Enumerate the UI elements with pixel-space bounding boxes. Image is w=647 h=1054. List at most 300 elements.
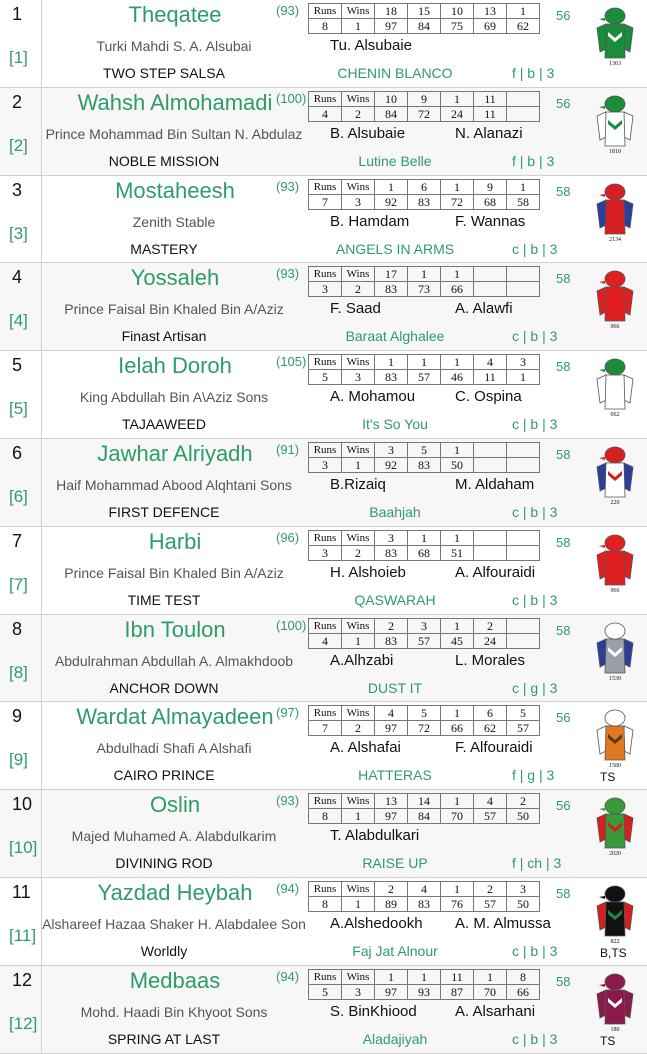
form-row-top [309, 881, 540, 896]
carried-weight: 56 [556, 95, 571, 111]
jockey-name[interactable]: F. Saad [330, 300, 381, 318]
form-cell: 5 [507, 706, 540, 721]
form-cell: 9 [408, 91, 441, 106]
form-cell [474, 545, 507, 560]
barrier-draw: [1] [9, 48, 28, 67]
carried-weight: 56 [556, 710, 571, 726]
form-cell: 2 [507, 794, 540, 809]
form-cell: 83 [375, 633, 408, 648]
sex-colour-age: c | b | 3 [512, 328, 558, 345]
sire-name: NOBLE MISSION [108, 152, 220, 169]
sire-name: FIRST DEFENCE [108, 503, 220, 520]
form-cell: 76 [441, 896, 474, 911]
jockey-name[interactable]: S. BinKhiood [330, 1002, 417, 1020]
trainer-name[interactable]: A. M. Almussa [455, 914, 551, 932]
form-cell: 1 [408, 530, 441, 545]
form-row-bottom [309, 282, 540, 297]
wins-label: Wins [342, 618, 375, 633]
runs-count: 3 [309, 282, 342, 297]
dam-name: HATTERAS [358, 767, 432, 784]
jockey-name[interactable]: T. Alabdulkari [330, 827, 420, 845]
horse-name[interactable]: Yazdad Heybah [97, 879, 253, 905]
trainer-name[interactable]: A. Alfouraidi [455, 563, 536, 581]
gear-notes: TS [600, 1033, 616, 1048]
carried-weight: 58 [556, 622, 571, 638]
form-cell: 62 [507, 19, 540, 34]
form-row-bottom [309, 457, 540, 472]
form-cell: 15 [408, 4, 441, 19]
form-cell: 50 [507, 809, 540, 824]
form-cell: 72 [408, 721, 441, 736]
form-cell: 92 [375, 194, 408, 209]
sex-colour-age: c | b | 3 [512, 942, 558, 959]
runs-label: Runs [309, 618, 342, 633]
wins-count: 2 [342, 106, 375, 121]
owner-name: Turki Mahdi S. A. Alsubai [96, 38, 252, 54]
runs-count: 8 [309, 809, 342, 824]
form-cell: 1 [441, 618, 474, 633]
form-cell: 11 [441, 969, 474, 984]
wins-count: 3 [342, 194, 375, 209]
jockey-silks-icon [592, 972, 638, 1034]
horse-number: 11 [12, 881, 31, 902]
sire-name: TIME TEST [127, 591, 201, 608]
runner-card[interactable] [0, 615, 647, 703]
trainer-name[interactable]: A. Alawfi [455, 300, 513, 318]
sire-name: DIVINING ROD [115, 855, 213, 872]
draw-column [0, 439, 42, 526]
horse-number: 10 [12, 794, 33, 815]
form-table [308, 618, 540, 649]
form-cell: 10 [441, 4, 474, 19]
form-cell: 1 [441, 91, 474, 106]
wins-count: 1 [342, 457, 375, 472]
sire-name: SPRING AT LAST [107, 1030, 221, 1047]
form-cell: 14 [408, 794, 441, 809]
horse-name[interactable]: Wahsh Almohamadi [77, 89, 273, 115]
gear-notes: B,TS [600, 945, 627, 960]
form-table [308, 266, 540, 297]
runs-label: Runs [309, 442, 342, 457]
form-cell: 84 [375, 106, 408, 121]
runner-card[interactable] [0, 263, 647, 351]
form-row-top [309, 179, 540, 194]
runs-count: 5 [309, 370, 342, 385]
form-cell: 3 [408, 618, 441, 633]
owner-name: Majed Muhamed A. Alabdulkarim [71, 828, 277, 845]
form-cell [507, 267, 540, 282]
carried-weight: 58 [556, 359, 571, 375]
form-row-top [309, 794, 540, 809]
runner-card[interactable] [0, 966, 647, 1054]
dam-name: Baraat Alghalee [345, 328, 445, 345]
form-cell: 66 [441, 721, 474, 736]
form-cell: 2 [375, 881, 408, 896]
carried-weight: 58 [556, 271, 571, 287]
jockey-name[interactable]: A.Alhzabi [330, 651, 394, 669]
form-cell: 72 [441, 194, 474, 209]
form-cell: 45 [441, 633, 474, 648]
barrier-draw: [6] [9, 486, 28, 506]
dam-name: CHENIN BLANCO [337, 65, 453, 81]
runner-card[interactable] [0, 351, 647, 439]
sire-name: MASTERY [130, 240, 198, 257]
form-row-bottom [309, 19, 540, 34]
horse-rating: (93) [276, 793, 300, 809]
jockey-name[interactable]: Tu. Alsubaie [330, 37, 412, 54]
trainer-name[interactable]: M. Aldaham [455, 475, 535, 493]
horse-number: 2 [12, 91, 23, 112]
form-cell: 4 [375, 706, 408, 721]
runner-card[interactable] [0, 176, 647, 264]
form-cell: 6 [408, 179, 441, 194]
wins-label: Wins [342, 4, 375, 19]
horse-rating: (100) [276, 617, 307, 633]
horse-rating: (100) [276, 90, 307, 106]
draw-column [0, 702, 42, 789]
wins-count: 2 [342, 721, 375, 736]
form-cell [507, 282, 540, 297]
form-cell: 18 [375, 4, 408, 19]
form-cell: 97 [375, 721, 408, 736]
jockey-silks-icon [592, 708, 638, 770]
silk-number: 966 [610, 587, 620, 594]
form-row-top [309, 530, 540, 545]
jockey-silks-icon [592, 94, 638, 156]
runs-label: Runs [309, 881, 342, 896]
form-cell [507, 91, 540, 106]
runner-card[interactable] [0, 0, 647, 88]
form-cell: 5 [408, 706, 441, 721]
form-cell: 2 [474, 881, 507, 896]
barrier-draw: [11] [9, 925, 37, 945]
horse-name[interactable]: Mostaheesh [115, 177, 235, 203]
jockey-name[interactable]: H. Alshoieb [330, 563, 406, 581]
draw-column [0, 351, 42, 438]
form-row-bottom [309, 106, 540, 121]
form-table [308, 705, 540, 736]
horse-name[interactable]: Medbaas [129, 967, 221, 993]
barrier-draw: [4] [9, 311, 28, 331]
horse-number: 9 [12, 706, 23, 727]
draw-column [0, 176, 42, 263]
horse-number: 12 [12, 969, 33, 990]
form-table [308, 793, 540, 824]
wins-label: Wins [342, 355, 375, 370]
runs-label: Runs [309, 91, 342, 106]
sire-name: Worldly [140, 942, 188, 959]
jockey-silks-icon [592, 533, 638, 595]
horse-name[interactable]: Jawhar Alriyadh [97, 440, 253, 466]
runs-label: Runs [309, 179, 342, 194]
form-cell: 73 [408, 282, 441, 297]
horse-rating: (97) [276, 705, 300, 721]
draw-column [0, 263, 42, 350]
form-cell: 11 [474, 106, 507, 121]
form-cell: 1 [507, 4, 540, 19]
runs-count: 4 [309, 633, 342, 648]
barrier-draw: [2] [9, 135, 28, 155]
form-cell: 66 [441, 282, 474, 297]
jockey-name[interactable]: A. Alshafai [330, 739, 401, 757]
jockey-name[interactable]: B.Rizaiq [330, 475, 386, 493]
runs-label: Runs [309, 530, 342, 545]
silk-number: 822 [610, 938, 620, 945]
form-cell: 1 [474, 969, 507, 984]
form-cell: 10 [375, 91, 408, 106]
form-cell: 4 [474, 794, 507, 809]
silk-number: 1580 [609, 763, 621, 770]
owner-name: King Abdullah Bin A\Aziz Sons [79, 389, 269, 406]
jockey-name[interactable]: B. Hamdam [330, 212, 410, 230]
trainer-name[interactable]: F. Wannas [455, 212, 526, 230]
form-cell: 89 [375, 896, 408, 911]
horse-name[interactable]: Harbi [148, 528, 202, 554]
sex-colour-age: c | g | 3 [512, 679, 558, 696]
dam-name: RAISE UP [362, 855, 428, 872]
barrier-draw: [7] [9, 574, 28, 594]
form-cell: 57 [507, 721, 540, 736]
carried-weight: 58 [556, 885, 571, 901]
trainer-name[interactable]: A. Alsarhani [455, 1002, 536, 1020]
form-cell: 1 [375, 355, 408, 370]
runs-count: 8 [309, 19, 342, 34]
runner-card[interactable] [0, 702, 647, 790]
wins-count: 2 [342, 545, 375, 560]
horse-name[interactable]: Ibn Toulon [124, 616, 226, 642]
draw-column [0, 527, 42, 614]
horse-name[interactable]: Oslin [149, 792, 201, 818]
form-cell: 1 [507, 370, 540, 385]
form-cell: 1 [441, 355, 474, 370]
form-cell: 1 [441, 706, 474, 721]
form-cell: 97 [375, 984, 408, 999]
horse-name[interactable]: Ielah Doroh [118, 353, 232, 379]
horse-rating: (93) [276, 3, 300, 18]
horse-number: 5 [12, 355, 23, 376]
form-cell: 11 [474, 91, 507, 106]
jockey-silks-icon [592, 445, 638, 507]
wins-label: Wins [342, 530, 375, 545]
form-table [308, 91, 540, 122]
form-cell: 4 [408, 881, 441, 896]
wins-label: Wins [342, 881, 375, 896]
form-cell: 97 [375, 809, 408, 824]
form-cell [507, 442, 540, 457]
form-cell: 3 [375, 442, 408, 457]
barrier-draw: [12] [9, 1013, 38, 1033]
silk-number: 062 [610, 412, 620, 419]
form-cell [474, 442, 507, 457]
wins-count: 1 [342, 633, 375, 648]
runs-count: 3 [309, 457, 342, 472]
form-cell: 83 [408, 457, 441, 472]
sire-name: ANCHOR DOWN [109, 679, 219, 696]
runner-card[interactable] [0, 878, 647, 966]
form-table [308, 354, 540, 385]
gear-notes: TS [600, 770, 616, 785]
wins-label: Wins [342, 179, 375, 194]
form-cell [507, 457, 540, 472]
form-row-top [309, 267, 540, 282]
sex-colour-age: f | ch | 3 [512, 855, 562, 872]
form-row-bottom [309, 370, 540, 385]
form-cell: 2 [375, 618, 408, 633]
form-cell: 57 [408, 370, 441, 385]
jockey-silks-icon [592, 621, 638, 683]
form-cell: 92 [375, 457, 408, 472]
wins-count: 3 [342, 984, 375, 999]
wins-count: 2 [342, 282, 375, 297]
runs-count: 5 [309, 984, 342, 999]
owner-name: Prince Faisal Bin Khaled Bin A/Aziz [64, 564, 284, 581]
owner-name: Alshareef Hazaa Shaker H. Alabdalee Son [42, 915, 306, 932]
form-cell: 3 [507, 355, 540, 370]
form-cell: 24 [474, 633, 507, 648]
form-cell: 1 [375, 179, 408, 194]
form-cell: 13 [375, 794, 408, 809]
silk-number: 1539 [609, 675, 621, 682]
form-cell: 72 [408, 106, 441, 121]
form-cell: 93 [408, 984, 441, 999]
jockey-name[interactable]: A. Mohamou [330, 388, 416, 406]
trainer-name[interactable]: N. Alanazi [455, 124, 523, 142]
horse-rating: (94) [276, 880, 300, 896]
form-cell: 1 [507, 179, 540, 194]
carried-weight: 56 [556, 8, 571, 23]
horse-name[interactable]: Theqatee [128, 2, 222, 27]
form-cell [474, 282, 507, 297]
runs-label: Runs [309, 706, 342, 721]
silk-number: 1810 [609, 148, 621, 155]
form-cell: 1 [441, 794, 474, 809]
form-row-bottom [309, 984, 540, 999]
silk-number: 2134 [609, 236, 621, 243]
sex-colour-age: f | b | 3 [512, 65, 555, 81]
form-cell: 3 [375, 530, 408, 545]
wins-label: Wins [342, 794, 375, 809]
horse-number: 7 [12, 530, 23, 551]
form-row-bottom [309, 809, 540, 824]
runs-count: 8 [309, 896, 342, 911]
form-cell: 87 [441, 984, 474, 999]
draw-column [0, 88, 42, 175]
owner-name: Abdulhadi Shafi A Alshafi [96, 740, 252, 757]
form-cell [507, 545, 540, 560]
form-cell: 62 [474, 721, 507, 736]
form-cell: 50 [441, 457, 474, 472]
owner-name: Prince Mohammad Bin Sultan N. Abdulaz [45, 125, 303, 142]
carried-weight: 56 [556, 798, 571, 814]
horse-rating: (96) [276, 529, 300, 545]
form-cell: 57 [408, 633, 441, 648]
runs-count: 4 [309, 106, 342, 121]
form-cell: 97 [375, 19, 408, 34]
form-cell: 1 [441, 442, 474, 457]
trainer-name[interactable]: C. Ospina [455, 388, 522, 406]
horse-rating: (94) [276, 968, 300, 984]
form-row-bottom [309, 545, 540, 560]
jockey-name[interactable]: B. Alsubaie [330, 124, 406, 142]
sire-name: CAIRO PRINCE [113, 767, 215, 784]
wins-label: Wins [342, 969, 375, 984]
form-cell: 75 [441, 19, 474, 34]
form-cell: 57 [474, 809, 507, 824]
form-row-top [309, 442, 540, 457]
barrier-draw: [8] [9, 662, 28, 682]
sire-name: TWO STEP SALSA [103, 65, 225, 81]
sex-colour-age: c | b | 3 [512, 1030, 558, 1047]
form-table [308, 969, 540, 1000]
carried-weight: 58 [556, 446, 571, 462]
form-cell [507, 633, 540, 648]
barrier-draw: [3] [9, 223, 28, 243]
form-cell [474, 267, 507, 282]
form-table [308, 530, 540, 561]
trainer-name[interactable]: L. Morales [455, 651, 526, 669]
form-cell: 3 [507, 881, 540, 896]
horse-number: 4 [12, 267, 23, 288]
runner-card[interactable] [0, 439, 647, 527]
horse-name[interactable]: Wardat Almayadeen [76, 704, 274, 730]
trainer-name[interactable]: F. Alfouraidi [455, 739, 533, 757]
runs-label: Runs [309, 267, 342, 282]
jockey-name[interactable]: A.Alshedookh [330, 914, 423, 932]
dam-name: ANGELS IN ARMS [335, 240, 455, 257]
silk-number: 966 [610, 324, 620, 331]
draw-column [0, 966, 42, 1053]
runner-card[interactable] [0, 790, 647, 878]
dam-name: DUST IT [367, 679, 423, 696]
dam-name: Lutine Belle [358, 152, 432, 169]
form-row-bottom [309, 633, 540, 648]
form-cell: 1 [408, 355, 441, 370]
runs-label: Runs [309, 4, 342, 19]
sire-name: Finast Artisan [121, 328, 207, 345]
form-cell [507, 618, 540, 633]
horse-number: 8 [12, 618, 23, 639]
form-cell [474, 457, 507, 472]
horse-name[interactable]: Yossaleh [130, 265, 220, 291]
wins-count: 3 [342, 370, 375, 385]
runs-label: Runs [309, 794, 342, 809]
dam-name: QASWARAH [354, 591, 436, 608]
form-cell: 66 [507, 984, 540, 999]
owner-name: Abdulrahman Abdullah A. Almakhdoob [54, 652, 294, 669]
runner-card[interactable] [0, 88, 647, 176]
wins-count: 1 [342, 19, 375, 34]
form-cell: 1 [441, 267, 474, 282]
runner-card[interactable] [0, 527, 647, 615]
form-row-bottom [309, 194, 540, 209]
sex-colour-age: c | b | 3 [512, 240, 558, 257]
form-cell: 13 [474, 4, 507, 19]
dam-name: Baahjah [369, 503, 421, 520]
carried-weight: 58 [556, 183, 571, 199]
form-row-top [309, 91, 540, 106]
form-cell: 1 [441, 179, 474, 194]
sex-colour-age: c | b | 3 [512, 591, 558, 608]
runs-label: Runs [309, 969, 342, 984]
owner-name: Mohd. Haadi Bin Khyoot Sons [80, 1003, 268, 1020]
jockey-silks-icon [592, 884, 638, 946]
jockey-silks-icon [592, 357, 638, 419]
runs-count: 7 [309, 194, 342, 209]
barrier-draw: [10] [9, 838, 38, 858]
form-row-top [309, 4, 540, 19]
barrier-draw: [9] [9, 750, 28, 770]
form-row-top [309, 706, 540, 721]
